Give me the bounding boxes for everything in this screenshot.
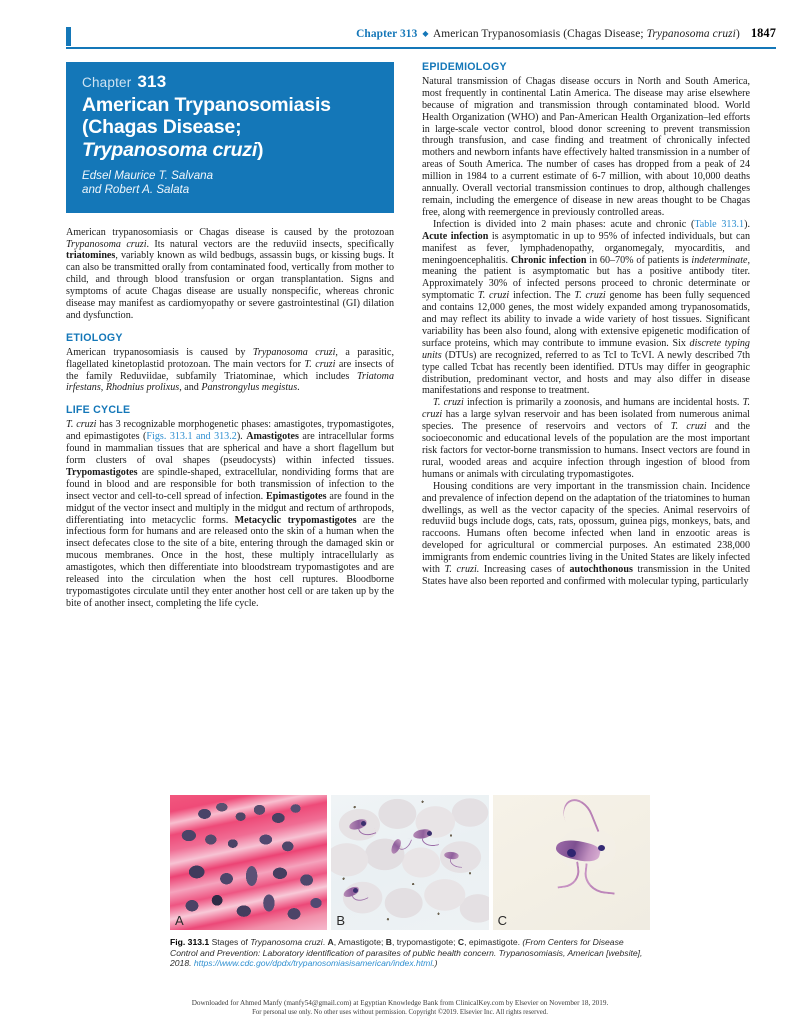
caption-b-text: , trypomastigote; (392, 937, 458, 947)
trypomastigote-micrograph[interactable] (331, 795, 488, 930)
caption-c-text: , epimastigote. (464, 937, 523, 947)
chapter-title-block (66, 62, 394, 213)
chapter-word: Chapter (82, 75, 132, 90)
heading-life-cycle: LIFE CYCLE (66, 404, 131, 417)
trypomastigote-cell (442, 847, 467, 868)
life-cycle-paragraph: T. cruzi has 3 recognizable morphogenetic phases: amastigotes, trypomastigotes, and epimastigotes (Figs. 313.1 and 313.2). Amastigotes are intracellular forms found in mammalian tissues that are spherical and have a short flagellum but form clusters of oval shapes (pseudocysts) within infected tissues. Trypomastigotes are spindle-shaped, extracellular, nondividing forms that are found in blood and are responsible for both transmission of infection to the insect vector and cell-to-cell spread of infection. Epimastigotes are found in the midgut of the vector insect and multiply in the midgut and rectum of arthropods, differentiating into metacyclic forms. Metacyclic trypomastigotes are the infectious form for humans and are released onto the skin of a human when the insect defecates close to the site of a bite, entering through the damaged skin or mucous membranes. Once in the host, these multiply intracellularly as amastigotes, which then differentiate into bloodstream trypomastigotes and are released into the circulation when the host cell ruptures. Bloodborne trypomastigotes circulate until they enter another host cell or are taken up by the bite of another insect, completing the life cycle. (66, 419, 394, 609)
chapter-number: 313 (137, 72, 167, 91)
chapter-authors (82, 169, 378, 196)
panel-label-a: A (175, 913, 184, 928)
running-head-title-species: Trypanosoma cruzi (646, 28, 736, 40)
epimastigote-flagellum (559, 795, 600, 841)
right-column (422, 62, 750, 588)
panel-label-c: C (497, 913, 508, 928)
trypomastigote-nucleus (361, 821, 366, 826)
figure-caption: Fig. 313.1 Stages of Trypanosoma cruzi. A, Amastigote; B, trypomastigote; C, epimastigote. (From Centers for Disease Control and Prevention: Laboratory identification of parasites of public health concern. Trypanosomiasis, American [website], 2018. https://www.cdc.gov/dpdx/trypanosomiasisamerican/index.html.) (170, 937, 643, 969)
heading-etiology: ETIOLOGY (66, 331, 123, 344)
caption-species: Trypanosoma cruzi (250, 937, 323, 947)
download-footer (0, 999, 800, 1017)
caption-a-label: A (327, 937, 334, 947)
caption-stages: Stages of (211, 937, 251, 947)
epimastigote-flagellum (554, 861, 581, 888)
chapter-title-species: Trypanosoma cruzi (82, 138, 258, 161)
trypomastigote-cell (412, 826, 440, 846)
caption-source: (From Centers for Disease Control and Prevention: Laboratory identification of parasites of public health concern. Trypanosomiasis, American [website], 2018. (170, 937, 643, 969)
running-head (66, 26, 776, 48)
epidemiology-paragraph-4: Housing conditions are very important in the transmission chain. Incidence and prevalence of infection depend on the adaptation of the triatomines to human dwellings, as well as the vector capacity of the species. Animal reservoirs of reduviid bugs include dogs, cats, rats, opossum, guinea pigs, monkeys, bats, and raccoons. Humans often become infected when land in enzootic areas is developed for agricultural or commercial purposes. An estimated 238,000 immigrants from endemic countries living in the United States are likely infected with T. cruzi. Increasing cases of autochthonous transmission in the United States have also been reported and confirmed with molecular typing, particularly (422, 480, 751, 587)
caption-source-url[interactable]: https://www.cdc.gov/dpdx/trypanosomiasisamerican/index.html (193, 958, 433, 969)
chapter-label (82, 72, 378, 91)
epimastigote-flagellum (583, 864, 618, 895)
figure-panels (170, 795, 650, 930)
amastigote-micrograph[interactable] (170, 795, 327, 930)
chapter-title-line1: American Trypanosomiasis (82, 93, 331, 116)
caption-c-label: C (457, 937, 465, 947)
trypomastigote-cell (387, 831, 413, 857)
running-head-text (66, 26, 776, 41)
footer-line-1: Downloaded for Ahmed Manfy (manfy54@gmail.com) at Egyptian Knowledge Bank from ClinicalKey.com by Elsevier on November 18, 2019. (191, 999, 609, 1007)
caption-a-text: , Amastigote; (333, 937, 386, 947)
footer-line-2: For personal use only. No other uses without permission. Copyright ©2019. Elsevier Inc. All rights reserved. (252, 1009, 548, 1016)
table-crossref[interactable]: Table 313.1 (694, 218, 745, 230)
author-secondary: and Robert A. Salata (82, 183, 190, 196)
epimastigote-nucleus (598, 845, 605, 851)
author-primary: Edsel Maurice T. Salvana (82, 169, 214, 183)
chapter-title (82, 94, 378, 162)
page-number: 1847 (750, 26, 776, 40)
running-head-chapter: Chapter 313 (356, 28, 418, 40)
panel-label-b: B (336, 913, 345, 928)
diamond-icon: ◆ (422, 28, 429, 38)
chapter-title-close-paren: ) (257, 138, 264, 161)
figure-313-1 (170, 795, 650, 969)
figure-crossref[interactable]: Figs. 313.1 and 313.2 (146, 431, 237, 443)
epidemiology-paragraph-1: Natural transmission of Chagas disease occurs in North and South America, most frequently in continental Latin America. The disease may arise elsewhere because of migration and transmission through contaminated blood. World Health Organization (WHO) and Pan-American Health Organization–led efforts in large-scale vector control, blood donor screening to prevent transmission through transfusion, and case finding and treatment of chronically infected mothers and newborn infants have effectively halted transmission in a number of areas of South America. The number of cases has dropped from a peak of 24 million in 1984 to a current estimate of 6-7 million, with about 10,000 deaths annually. Overall vectorial transmission continues to drop, although challenges remain, including the emergence of disease in new areas thought to be Chagas free, along with reemergence in previously controlled areas. (422, 75, 750, 218)
running-head-title-plain: American Trypanosomiasis (Chagas Disease; (432, 28, 647, 40)
etiology-paragraph: American trypanosomiasis is caused by Trypanosoma cruzi, a parasitic, flagellated kinetoplastid protozoan. The main vectors for T. cruzi are insects of the family Reduviidae, subfamily Triatominae, which includes Triatoma irfestans, Rhodnius prolixus, and Panstrongylus megistus. (66, 346, 394, 394)
chapter-title-line2: (Chagas Disease; (82, 116, 242, 139)
epimastigote-micrograph[interactable] (493, 795, 650, 930)
running-head-title (433, 28, 740, 40)
left-column (66, 62, 394, 610)
caption-source-end: .) (432, 958, 438, 969)
heading-epidemiology: EPIDEMIOLOGY (422, 61, 507, 73)
caption-b-label: B (385, 937, 392, 947)
running-head-title-close: ) (735, 28, 740, 40)
epidemiology-paragraph-2: Infection is divided into 2 main phases: acute and chronic (Table 313.1). Acute infection is asymptomatic in up to 95% of infected individuals, but can manifest as fever, lymphadenopathy, organomegaly, myocarditis, and meningoencephalitis. Chronic infection in 60–70% of patients is indeterminate, meaning the patient is asymptomatic but has a positive antibody titer. Approximately 30% of infected persons proceed to chronic determinate or symptomatic T. cruzi infection. The T. cruzi genome has been fully sequenced and contains 12,000 genes, the most widely expanded among trypanosomatids, and may reflect its ability to invade a wide variety of host tissues. Significant variability has been also found, along with extensive epigenetic modification of surface proteins, which may contribute to immune evasion. Six discrete typing units (DTUs) are recognized, referred to as TcI to TcVI. A newly described 7th type called Tcbat has recently been identified. DTUs may differ in geographic distribution, predominant vector, and hosts and may also differ in disease manifestations and response to treatment. (422, 218, 751, 397)
intro-paragraph: American trypanosomiasis or Chagas disease is caused by the protozoan Trypanosoma cruzi. Its natural vectors are the reduviid insects, specifically triatomines, variably known as wild bedbugs, assassin bugs, or kissing bugs. It can also be transmitted orally from contaminated food, vertically from mother to child, and through blood transfusion or organ transplantation. Signs and symptoms of acute Chagas disease are usually nonspecific, whereas chronic disease may manifest as cardiomyopathy or severe gastrointestinal (GI) dilation and dysfunction. (66, 226, 394, 321)
running-head-rule (66, 47, 776, 49)
figure-number: Fig. 313.1 (170, 937, 210, 947)
epidemiology-paragraph-3: T. cruzi infection is primarily a zoonosis, and humans are incidental hosts. T. cruzi has a large sylvan reservoir and has been isolated from numerous animal species. The presence of reservoirs and vectors of T. cruzi and the socioeconomic and educational levels of the population are the most important risk factors for vector-borne transmission to humans. Insect vectors are found in rural, wooded areas and acquire infection through ingestion of blood from humans or animals with circulating trypomastigotes. (422, 397, 751, 480)
